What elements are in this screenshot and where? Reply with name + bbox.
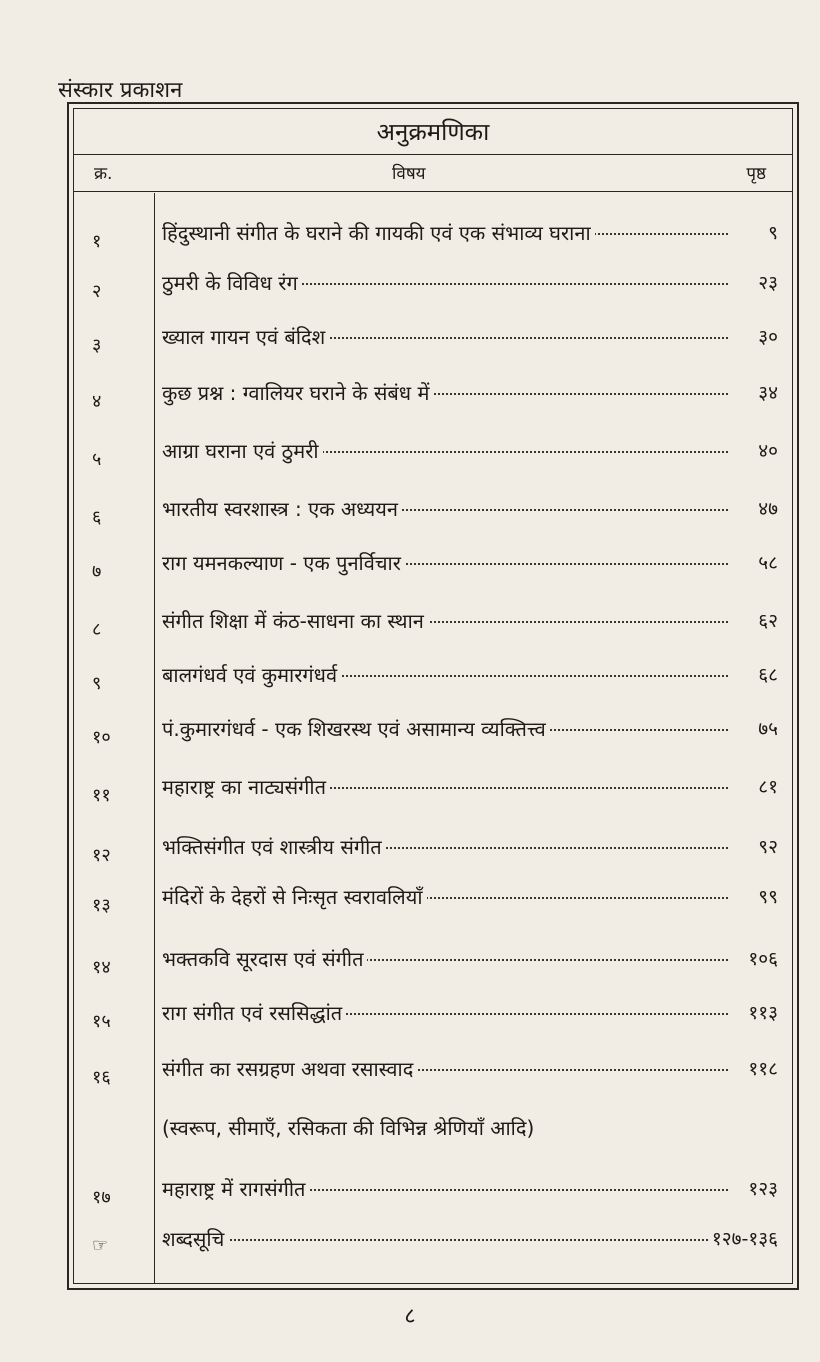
entry-title: आग्रा घराना एवं ठुमरी — [162, 437, 323, 464]
entry-title: राग यमनकल्याण - एक पुनर्विचार — [162, 549, 405, 576]
entry-title: मंदिरों के देहरों से निःसृत स्वरावलियाँ — [162, 883, 427, 910]
entry-number: ११ — [92, 785, 111, 806]
header-divider — [74, 191, 792, 192]
toc-entry[interactable] — [74, 379, 792, 411]
entry-title: संगीत शिक्षा में कंठ-साधना का स्थान — [162, 607, 428, 634]
entry-16-subnote: (स्वरूप, सीमाएँ, रसिकता की विभिन्न श्रेणियाँ आदि) — [162, 1116, 535, 1140]
entry-number: १२ — [92, 845, 111, 866]
entry-title: हिंदुस्थानी संगीत के घराने की गायकी एवं एक संभाव्य घराना — [162, 219, 595, 246]
column-header-number: क्र. — [94, 164, 113, 184]
entry-title: ख्याल गायन एवं बंदिश — [162, 323, 329, 350]
entry-title: संगीत का रसग्रहण अथवा रसास्वाद — [162, 1055, 417, 1082]
entry-title: राग संगीत एवं रससिद्धांत — [162, 999, 346, 1026]
toc-entry[interactable] — [74, 607, 792, 639]
entry-page-number: ७५ — [754, 715, 778, 741]
entry-title: महाराष्ट्र में रागसंगीत — [162, 1175, 309, 1202]
toc-entry[interactable] — [74, 883, 792, 915]
page-number: ८ — [404, 1304, 416, 1329]
entry-number: ८ — [92, 619, 102, 640]
entry-page-number: ८१ — [754, 773, 778, 799]
entry-page-number: ६८ — [754, 661, 778, 687]
entry-page-number: ११३ — [744, 999, 778, 1025]
entry-title: भक्तकवि सूरदास एवं संगीत — [162, 945, 367, 972]
entry-title: भक्तिसंगीत एवं शास्त्रीय संगीत — [162, 833, 386, 860]
entry-page-number: २३ — [754, 269, 778, 295]
dot-leader — [162, 1239, 728, 1241]
toc-title: अनुक्रमणिका — [376, 118, 490, 146]
toc-entry[interactable] — [74, 661, 792, 693]
entry-number: ५ — [92, 449, 102, 470]
toc-entry[interactable] — [74, 999, 792, 1031]
entry-title: शब्दसूचि — [162, 1225, 228, 1252]
entry-page-number: ५८ — [754, 549, 778, 575]
entry-title: पं.कुमारगंधर्व - एक शिखरस्थ एवं असामान्य व्यक्तित्त्व — [162, 715, 550, 742]
toc-entry[interactable] — [74, 495, 792, 527]
pointing-hand-icon: ☞ — [92, 1235, 109, 1256]
entry-page-number: ११८ — [744, 1055, 778, 1081]
entry-page-number: १२३ — [744, 1175, 778, 1201]
entry-number: ६ — [92, 507, 102, 528]
entry-page-number: ३४ — [754, 379, 778, 405]
toc-entry[interactable] — [74, 833, 792, 865]
entry-number: १४ — [92, 957, 111, 978]
entry-title: भारतीय स्वरशास्त्र : एक अध्ययन — [162, 495, 402, 522]
toc-entry[interactable] — [74, 773, 792, 805]
entry-page-number: ९२ — [754, 833, 778, 859]
toc-entry[interactable] — [74, 715, 792, 747]
entry-title: बालगंधर्व एवं कुमारगंधर्व — [162, 661, 341, 688]
entry-page-number: ३० — [754, 323, 778, 349]
entry-page-number: १०६ — [744, 945, 778, 971]
entry-number: ३ — [92, 335, 102, 356]
entry-page-number: ६२ — [754, 607, 778, 633]
toc-entry[interactable] — [74, 269, 792, 301]
entry-number: ४ — [92, 391, 102, 412]
entry-number: १३ — [92, 895, 111, 916]
column-header-page: पृष्ठ — [746, 164, 766, 184]
toc-entry[interactable] — [74, 219, 792, 251]
toc-entry[interactable] — [74, 1225, 792, 1257]
entry-title: कुछ प्रश्न : ग्वालियर घराने के संबंध में — [162, 379, 433, 406]
entry-title: ठुमरी के विविध रंग — [162, 269, 302, 296]
entry-page-number: १२७-१३६ — [708, 1225, 778, 1251]
entry-number: १ — [92, 231, 102, 252]
toc-entry[interactable] — [74, 1055, 792, 1087]
entry-number: १७ — [92, 1187, 111, 1208]
column-header-subject: विषय — [392, 164, 426, 184]
entry-number: ९ — [92, 673, 102, 694]
entry-title: महाराष्ट्र का नाट्यसंगीत — [162, 773, 330, 800]
publisher-name: संस्कार प्रकाशन — [58, 78, 183, 103]
entry-page-number: ४० — [754, 437, 778, 463]
toc-frame — [67, 102, 799, 1290]
toc-table — [73, 108, 793, 1284]
toc-entry[interactable] — [74, 549, 792, 581]
entry-page-number: ९ — [764, 219, 778, 245]
toc-entry[interactable] — [74, 437, 792, 469]
toc-entry[interactable] — [74, 1175, 792, 1207]
entry-number: १६ — [92, 1067, 111, 1088]
toc-entry[interactable] — [74, 945, 792, 977]
entry-number: ७ — [92, 561, 102, 582]
entry-number: २ — [92, 281, 102, 302]
entry-number: १५ — [92, 1011, 111, 1032]
entry-page-number: ९९ — [754, 883, 778, 909]
entry-number: १० — [92, 727, 111, 748]
toc-entry[interactable] — [74, 323, 792, 355]
title-divider — [74, 154, 792, 155]
entry-page-number: ४७ — [754, 495, 778, 521]
